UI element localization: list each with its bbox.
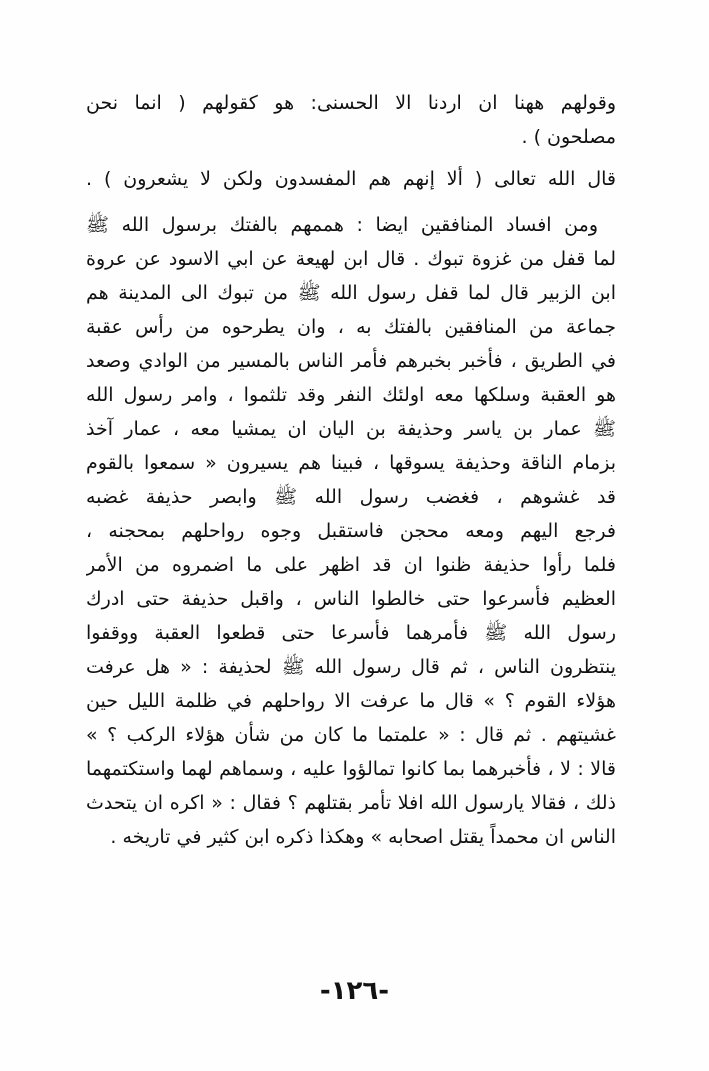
text-line: لما قفل من غزوة تبوك . قال ابن لهيعة عن ابي الاسود عن عروة bbox=[86, 248, 616, 270]
text-line: جماعة من المنافقين بالفتك به ، وان يطرحوه من رأس عقبة bbox=[86, 316, 616, 338]
text-line: ومن افساد المنافقين ايضا : هممهم بالفتك برسول الله ﷺ bbox=[86, 214, 598, 236]
paragraph-3 bbox=[86, 208, 616, 854]
text-line: الناس ان محمداً يقتل اصحابه » وهكذا ذكره ابن كثير في تاريخه . bbox=[110, 826, 616, 848]
text-line: في الطريق ، فأخبر بخبرهم فأمر الناس بالمسير من الوادي وصعد bbox=[86, 350, 616, 372]
text-line: ابن الزبير قال لما قفل رسول الله ﷺ من تبوك الى المدينة هم bbox=[86, 282, 616, 304]
text-line: فلما رأوا حذيفة ظنوا ان قد اظهر على ما اضمروه من الأمر bbox=[86, 554, 616, 576]
text-line: العظيم فأسرعوا حتى خالطوا الناس ، واقبل حذيفة حتى ادرك bbox=[86, 588, 616, 610]
text-line: غشيتهم . ثم قال : « علمتما ما كان من شأن هؤلاء الركب ؟ » bbox=[86, 724, 616, 746]
text-line: ﷺ عمار بن ياسر وحذيفة بن اليان ان يمشيا معه ، عمار آخذ bbox=[86, 418, 616, 440]
text-line: رسول الله ﷺ فأمرهما فأسرعا حتى قطعوا العقبة ووقفوا bbox=[86, 622, 616, 644]
text-line: هؤلاء القوم ؟ » قال ما عرفت الا رواحلهم في ظلمة الليل حين bbox=[86, 690, 616, 712]
text-line: ينتظرون الناس ، ثم قال رسول الله ﷺ لحذيفة : « هل عرفت bbox=[86, 656, 616, 678]
text-line: بزمام الناقة وحذيفة يسوقها ، فبينا هم يسيرون « سمعوا بالقوم bbox=[86, 452, 616, 474]
text-line: قال الله تعالى ( ألا إنهم هم المفسدون ولكن لا يشعرون ) . bbox=[86, 168, 616, 190]
text-line: وقولهم ههنا ان اردنا الا الحسنى: هو كقولهم ( انما نحن bbox=[86, 92, 616, 114]
text-line: قالا : لا ، فأخبرهما بما كانوا تمالؤوا عليه ، وسماهم لهما واستكتمهما bbox=[86, 758, 616, 780]
text-line: هو العقبة وسلكها معه اولئك النفر وقد تلثموا ، وامر رسول الله bbox=[86, 384, 616, 406]
paragraph-2-quran-verse bbox=[86, 162, 616, 196]
text-line: قد غشوهم ، فغضب رسول الله ﷺ وابصر حذيفة غضبه bbox=[86, 486, 616, 508]
paragraph-1 bbox=[86, 86, 616, 154]
page-number: -١٢٦- bbox=[319, 976, 390, 1006]
text-line: مصلحون ) . bbox=[521, 126, 616, 148]
text-line: ذلك ، فقالا يارسول الله افلا تأمر بقتلهم ؟ فقال : « اكره ان يتحدث bbox=[86, 792, 616, 814]
text-line: فرجع اليهم ومعه محجن فاستقبل وجوه رواحلهم بمحجنه ، bbox=[86, 520, 616, 542]
